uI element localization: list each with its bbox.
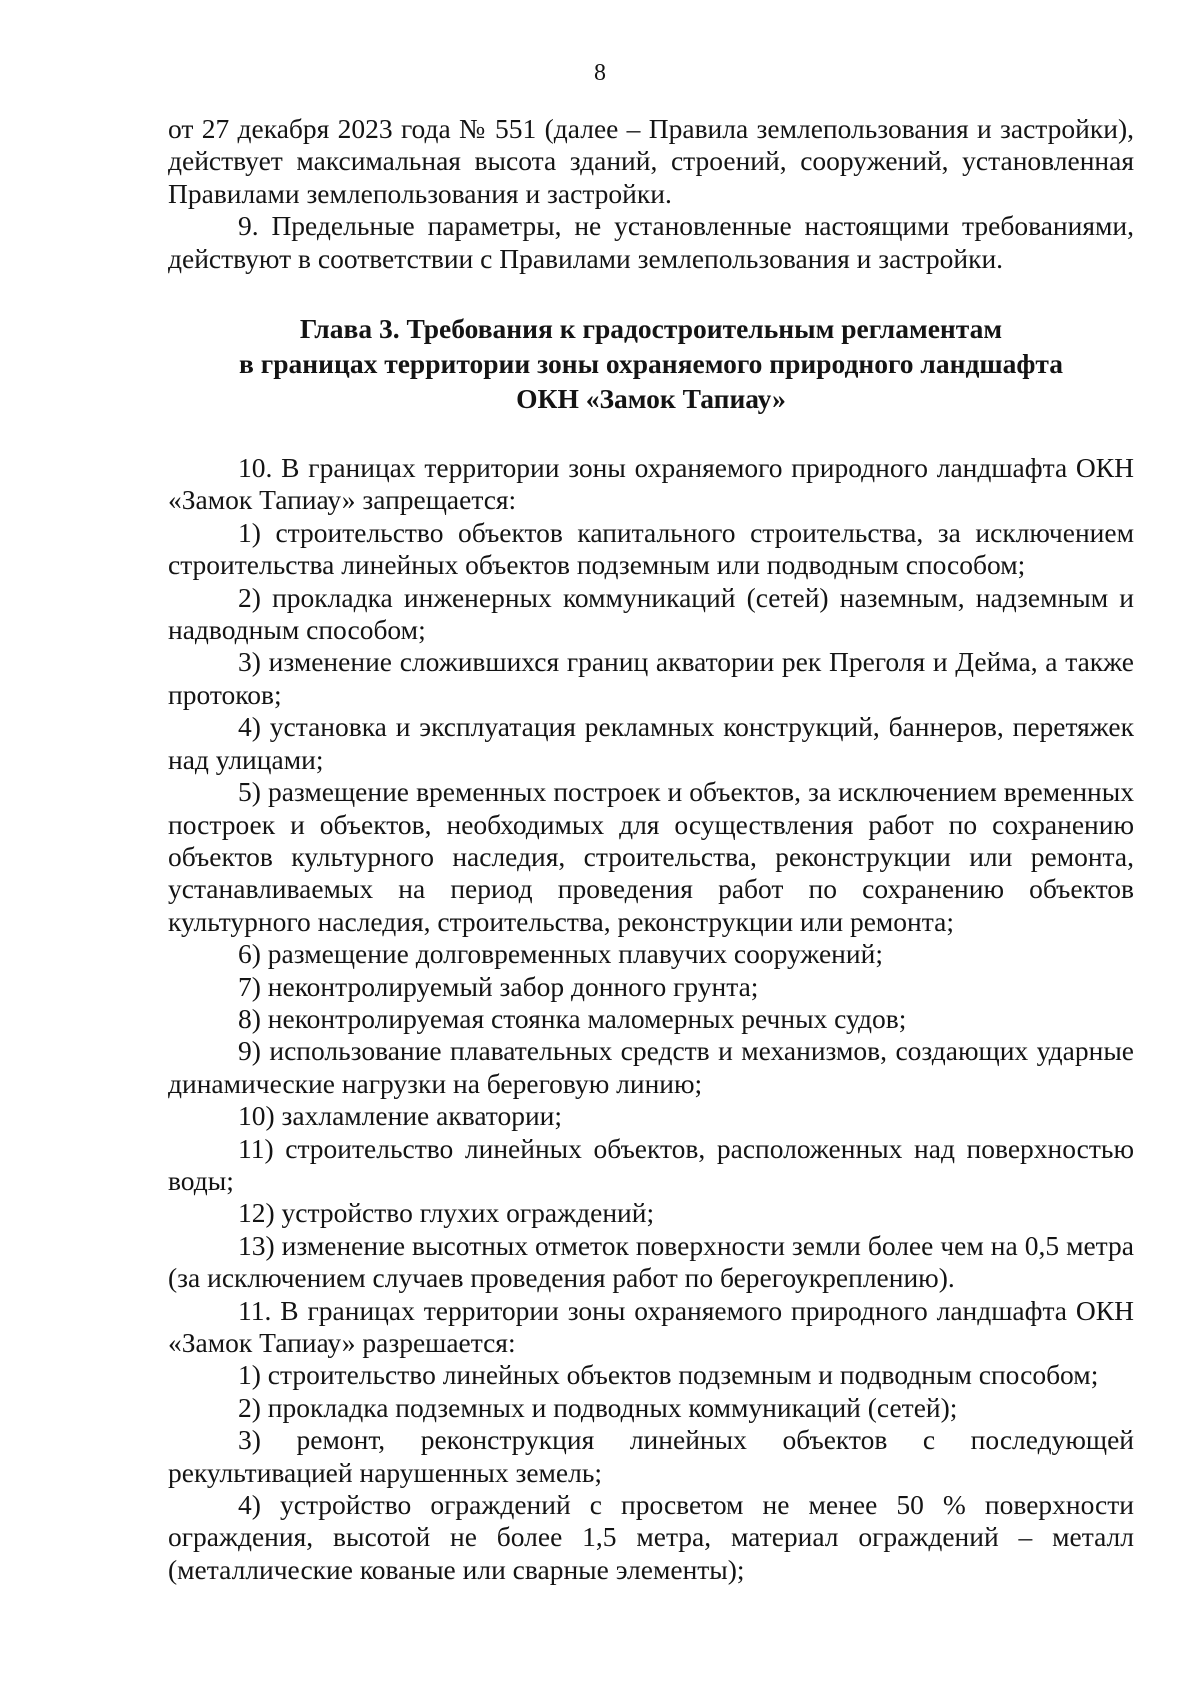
list-item: 3) ремонт, реконструкция линейных объектов с последующей рекультивацией нарушенных земель;: [168, 1424, 1134, 1488]
section-11-lead: 11. В границах территории зоны охраняемого природного ландшафта ОКН «Замок Тапиау» разрешается:: [168, 1294, 1134, 1358]
list-item: 8) неконтролируемая стоянка маломерных речных судов;: [238, 1002, 907, 1034]
list-item: 4) установка и эксплуатация рекламных конструкций, баннеров, перетяжек над улицами;: [168, 711, 1134, 775]
list-item: 1) строительство линейных объектов подземным и подводным способом;: [238, 1359, 1099, 1391]
chapter-heading: [168, 311, 1134, 416]
document-body: [168, 113, 1134, 1586]
item-9: 9. Предельные параметры, не установленные настоящими требованиями, действуют в соответствии с Правилами землепользования и застройки.: [168, 210, 1134, 274]
chapter-heading-line-3: ОКН «Замок Тапиау»: [516, 383, 786, 415]
chapter-heading-line-1: Глава 3. Требования к градостроительным регламентам: [299, 313, 1003, 345]
list-item: 6) размещение долговременных плавучих сооружений;: [238, 938, 883, 970]
list-item: 7) неконтролируемый забор донного грунта;: [238, 970, 759, 1002]
chapter-heading-line-2: в границах территории зоны охраняемого природного ландшафта: [239, 348, 1063, 380]
list-item: 5) размещение временных построек и объектов, за исключением временных построек и объектов, необходимых для осуществления работ по сохранению объектов культурного наследия, строительства, реконструкции или ремонта, устанавливаемых на период проведения работ по сохранению объектов культурного наследия, строительства, реконструкции или ремонта;: [168, 776, 1134, 937]
list-item: 4) устройство ограждений с просветом не менее 50 % поверхности ограждения, высотой не более 1,5 метра, материал ограждений – металл (металлические кованые или сварные элементы);: [168, 1489, 1134, 1585]
list-item: 13) изменение высотных отметок поверхности земли более чем на 0,5 метра (за исключением случаев проведения работ по берегоукреплению).: [168, 1229, 1134, 1294]
list-item: 1) строительство объектов капитального строительства, за исключением строительства линейных объектов подземным или подводным способом;: [168, 516, 1134, 581]
list-item: 10) захламление акватории;: [238, 1100, 563, 1132]
list-item: 12) устройство глухих ограждений;: [238, 1197, 655, 1229]
paragraph-continuation: от 27 декабря 2023 года № 551 (далее – Правила землепользования и застройки), действует максимальная высота зданий, строений, сооружений, установленная Правилами землепользования и застройки.: [168, 113, 1134, 209]
list-item: 3) изменение сложившихся границ акватории рек Преголя и Дейма, а также протоков;: [168, 646, 1134, 710]
list-item: 9) использование плавательных средств и механизмов, создающих ударные динамические нагрузки на береговую линию;: [168, 1035, 1134, 1099]
list-item: 11) строительство линейных объектов, расположенных над поверхностью воды;: [168, 1132, 1134, 1196]
page-number: 8: [594, 60, 606, 86]
section-10-lead: 10. В границах территории зоны охраняемого природного ландшафта ОКН «Замок Тапиау» запрещается:: [168, 452, 1134, 516]
list-item: 2) прокладка инженерных коммуникаций (сетей) наземным, надземным и надводным способом;: [168, 581, 1134, 646]
list-item: 2) прокладка подземных и подводных коммуникаций (сетей);: [238, 1391, 958, 1423]
